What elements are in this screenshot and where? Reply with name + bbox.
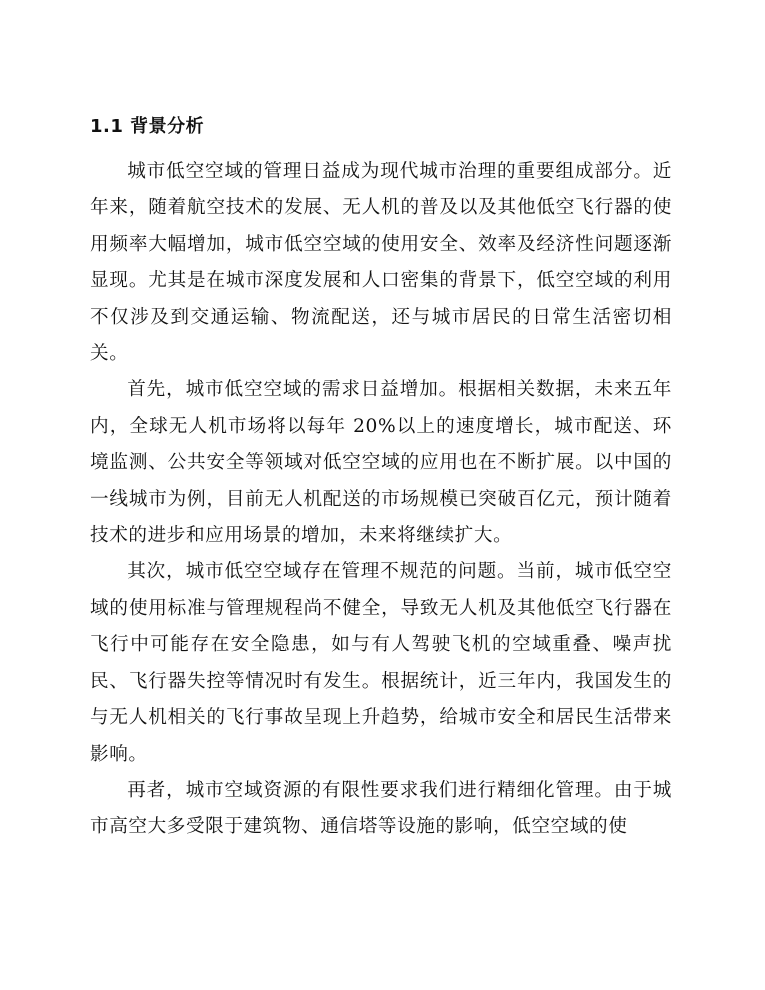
paragraph-management-issues: 其次，城市低空空域存在管理不规范的问题。当前，城市低空空域的使用标准与管理规程尚不健全，导致无人机及其他低空飞行器在飞行中可能存在安全隐患，如与有人驾驶飞机的空域重叠、噪声扰民、飞行器失控等情况时有发生。根据统计，近三年内，我国发生的与无人机相关的飞行事故呈现上升趋势，给城市安全和居民生活带来影响。 — [90, 561, 672, 765]
paragraph-airspace-management: 城市低空空域的管理日益成为现代城市治理的重要组成部分。近年来，随着航空技术的发展、无人机的普及以及其他低空飞行器的使用频率大幅增加，城市低空空域的使用安全、效率及经济性问题逐渐显现。尤其是在城市深度发展和人口密集的背景下，低空空域的利用不仅涉及到交通运输、物流配送，还与城市居民的日常生活密切相关。 — [90, 161, 672, 365]
body-text — [90, 154, 672, 846]
section-heading: 1.1 背景分析 — [90, 116, 205, 137]
paragraph-demand-growth: 首先，城市低空空域的需求日益增加。根据相关数据，未来五年内，全球无人机市场将以每年 20%以上的速度增长，城市配送、环境监测、公共安全等领域对低空空域的应用也在不断扩展。以中国的一线城市为例，目前无人机配送的市场规模已突破百亿元，预计随着技术的进步和应用场景的增加，未来将继续扩大。 — [90, 379, 672, 547]
paragraph-resource-limits: 再者，城市空域资源的有限性要求我们进行精细化管理。由于城市高空大多受限于建筑物、通信塔等设施的影响，低空空域的使 — [90, 779, 672, 838]
